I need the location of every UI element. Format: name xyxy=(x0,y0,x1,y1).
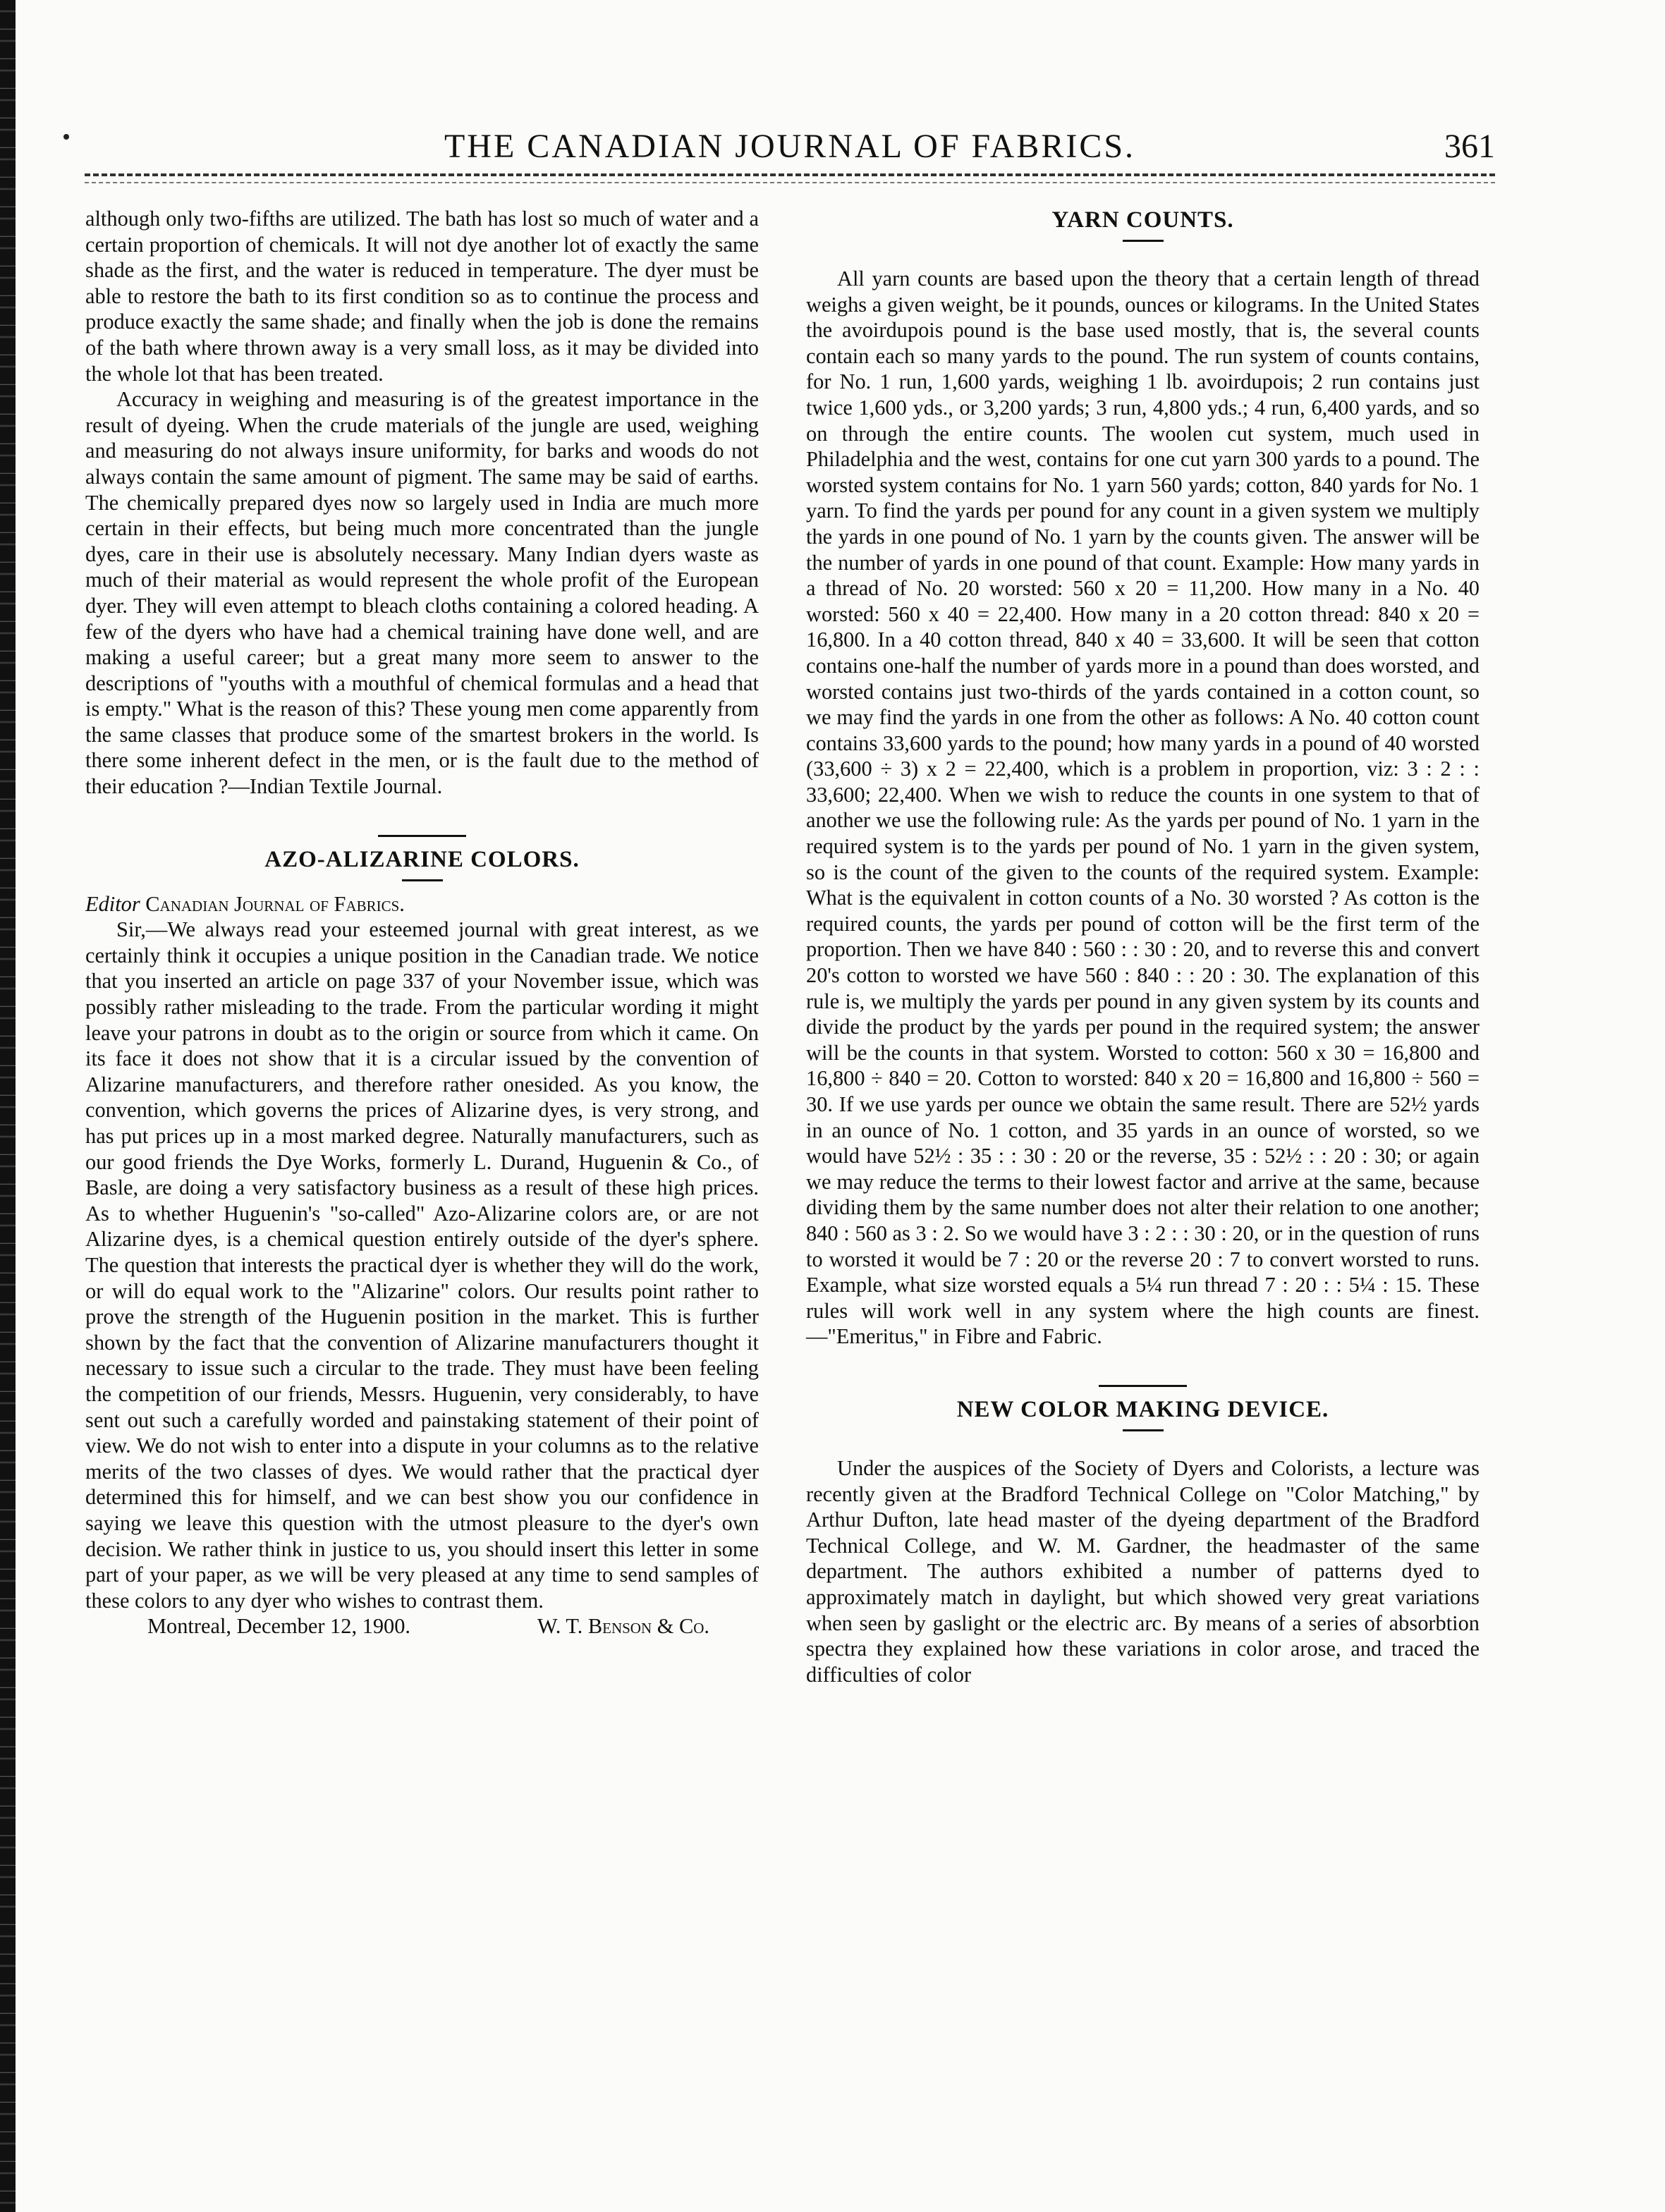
page-number: 361 xyxy=(1444,128,1495,165)
color-device-heading: NEW COLOR MAKING DEVICE. xyxy=(956,1396,1329,1422)
left-column xyxy=(85,206,759,1639)
right-column xyxy=(806,206,1480,1687)
header-rule xyxy=(85,173,1495,176)
dyeing-paragraph-continued: although only two-fifths are utilized. The bath has lost so much of water and a certain proportion of chemicals. It will not dye another lot of exactly the same shade as the first, and the water is reduced in temperature. The dyer must be able to restore the bath to its first condition so as to continue the process and produce exactly the same shade; and finally when the job is done the remains of the bath where thrown away is a very small loss, as it may be divided into the whole lot that has been treated. xyxy=(85,207,759,386)
letter-signoff xyxy=(85,1613,759,1639)
section-rule xyxy=(1099,1385,1187,1387)
section-rule xyxy=(378,835,466,837)
heading-rule xyxy=(1123,1429,1164,1431)
letter-body: Sir,—We always read your esteemed journal with great interest, as we certainly think it occupies a unique position in the Canadian trade. We notice that you inserted an article on page 337 of your November issue, which was possibly rather misleading to the trade. From the particular wording it might leave your patrons in doubt as to the origin or source from which it came. On its face it does not show that it is a circular issued by the convention of Alizarine manufacturers, and therefore rather onesided. As you know, the convention, which governs the prices of Alizarine dyes, is very strong, and has put prices up in a most marked degree. Naturally manufacturers, such as our good friends the Dye Works, formerly L. Durand, Huguenin & Co., of Basle, are doing a very satisfactory business as a result of these high prices. As to whether Huguenin's "so-called" Azo-Alizarine colors are, or are not Alizarine dyes, is a chemical question entirely outside of the dyer's sphere. The question that interests the practical dyer is whether they will do the work, or will do equal work to the "Alizarine" colors. Our results point rather to prove the strength of the Huguenin position in the market. This is further shown by the fact that the convention of Alizarine manufacturers thought it necessary to issue such a circular to the trade. They must have been feeling the competition of our friends, Messrs. Huguenin, very considerably, to have sent out such a carefully worded and painstaking statement of their point of view. We do not wish to enter into a dispute in your columns as to the relative merits of the two classes of dyes. We would rather that the practical dyer determined this for himself, and we can best show you our confidence in saying we leave this question with the utmost pleasure to the dyer's own decision. We rather think in justice to us, you should insert this letter in some part of your paper, as we will be very pleased at any time to send samples of these colors to any dyer who wishes to contrast them. xyxy=(85,917,759,1613)
journal-title: THE CANADIAN JOURNAL OF FABRICS. xyxy=(444,128,1136,165)
yarn-counts-heading: YARN COUNTS. xyxy=(1051,207,1234,233)
accuracy-paragraph: Accuracy in weighing and measuring is of the greatest importance in the result of dyeing. When the crude materials of the jungle are used, weighing and measuring do not always insure uniformity, for barks and woods do not always contain the same amount of pigment. The same may be said of earths. The chemically prepared dyes now so largely used in India are much more certain in their effects, but being much more concentrated than the jungle dyes, care in their use is absolutely necessary. Many Indian dyers waste as much of their material as would represent the whole profit of the European dyer. They will even attempt to bleach cloths containing a colored heading. A few of the dyers who have had a chemical training have done well, and are making a useful career; but a great many more seem to answer to the descriptions of "youths with a mouthful of chemical formulas and a head that is empty." What is the reason of this? These young men come apparently from the same classes that produce some of the smartest brokers in the world. Is there some inherent defect in the men, or is the fault due to the method of their education ?—Indian Textile Journal. xyxy=(85,387,759,799)
signoff-place-date: Montreal, December 12, 1900. xyxy=(147,1614,411,1639)
azo-alizarine-heading: AZO-ALIZARINE COLORS. xyxy=(264,846,580,872)
scan-edge xyxy=(0,0,16,2212)
yarn-counts-body: All yarn counts are based upon the theory that a certain length of thread weighs a given weight, be it pounds, ounces or kilograms. In the United States the avoirdupois pound is the base used mostly, that is, the several counts contain each so many yards to the pound. The run system of counts contains, for No. 1 run, 1,600 yards, weighing 1 lb. avoirdupois; 2 run contains just twice 1,600 yds., or 3,200 yards; 3 run, 4,800 yds.; 4 run, 6,400 yards, and so on through the entire counts. The woolen cut system, much used in Philadelphia and the west, contains for one cut yarn 300 yards to a pound. The worsted system contains for No. 1 yarn 560 yards; cotton, 840 yards for No. 1 yarn. To find the yards per pound for any count in a given system we multiply the yards in one pound of No. 1 yarn by the counts given. The answer will be the number of yards in one pound of that count. Example: How many yards in a thread of No. 20 worsted: 560 x 20 = 11,200. How many in a No. 40 worsted: 560 x 40 = 22,400. How many in a 20 cotton thread: 840 x 20 = 16,800. In a 40 cotton thread, 840 x 40 = 33,600. It will be seen that cotton contains one-half the number of yards more in a pound than does worsted, and worsted contains just two-thirds of the yards contained in a cotton count, so we may find the yards in one from the other as follows: A No. 40 cotton count contains 33,600 yards to the pound; how many yards in a pound of 40 worsted (33,600 ÷ 3) x 2 = 22,400, which is a problem in proportion, viz: 3 : 2 : : 33,600; 22,400. When we wish to reduce the counts in one system to that of another we use the following rule: As the yards per pound of No. 1 yarn in the required system is to the yards per pound of No. 1 yarn in the given system, so is the count of the given to the counts of the required system. Example: What is the equivalent in cotton counts of a No. 30 worsted ? As cotton is the required counts, the yards per pound of cotton will be the first term of the proportion. Then we have 840 : 560 : : 30 : 20, and to reverse this and convert 20's cotton to worsted we have 560 : 840 : : 20 : 30. The explanation of this rule is, we multiply the yards per pound in any given system by its counts and divide the product by the yards per pound in the required system; the answer will be the counts in that system. Worsted to cotton: 560 x 30 = 16,800 and 16,800 ÷ 840 = 20. Cotton to worsted: 840 x 20 = 16,800 and 16,800 ÷ 560 = 30. If we use yards per ounce we obtain the same result. There are 52½ yards in an ounce of No. 1 cotton, and 35 yards in an ounce of worsted, so we would have 52½ : 35 : : 30 : 20 or the reverse, 35 : 52½ : : 20 : 30; or again we may reduce the terms to their lowest factor and arrive at the same, because dividing them by the same number does not alter their relation to one another; 840 : 560 as 3 : 2. So we would have 3 : 2 : : 30 : 20, or in the question of runs to worsted it would be 7 : 20 or the reverse 20 : 7 to convert worsted to runs. Example, what size worsted equals a 5¼ run thread 7 : 20 : : 5¼ : 15. These rules will work well in any system where the high counts are finest.—"Emeritus," in Fibre and Fabric. xyxy=(806,267,1480,1349)
header-rule-secondary xyxy=(85,182,1495,183)
page-header xyxy=(85,126,1495,168)
color-device-body: Under the auspices of the Society of Dyers and Colorists, a lecture was recently given at the Bradford Technical College on "Color Matching," by Arthur Dufton, late head master of the dyeing department of the Bradford Technical College, and W. M. Gardner, the headmaster of the same department. The authors exhibited a number of patterns dyed to approximately match in daylight, but which showed very great variations when seen by gaslight or the electric arc. By means of a series of absorbtion spectra they explained how these variations in color arose, and traced the difficulties of color xyxy=(806,1455,1480,1687)
signoff-firm: W. T. Benson & Co. xyxy=(537,1614,709,1639)
heading-rule xyxy=(1123,240,1164,242)
scan-speck xyxy=(63,134,69,140)
editor-prefix: Editor xyxy=(85,891,140,916)
editor-salutation xyxy=(85,891,759,917)
heading-rule xyxy=(402,879,443,881)
editor-journal: Canadian Journal of Fabrics. xyxy=(145,891,405,916)
